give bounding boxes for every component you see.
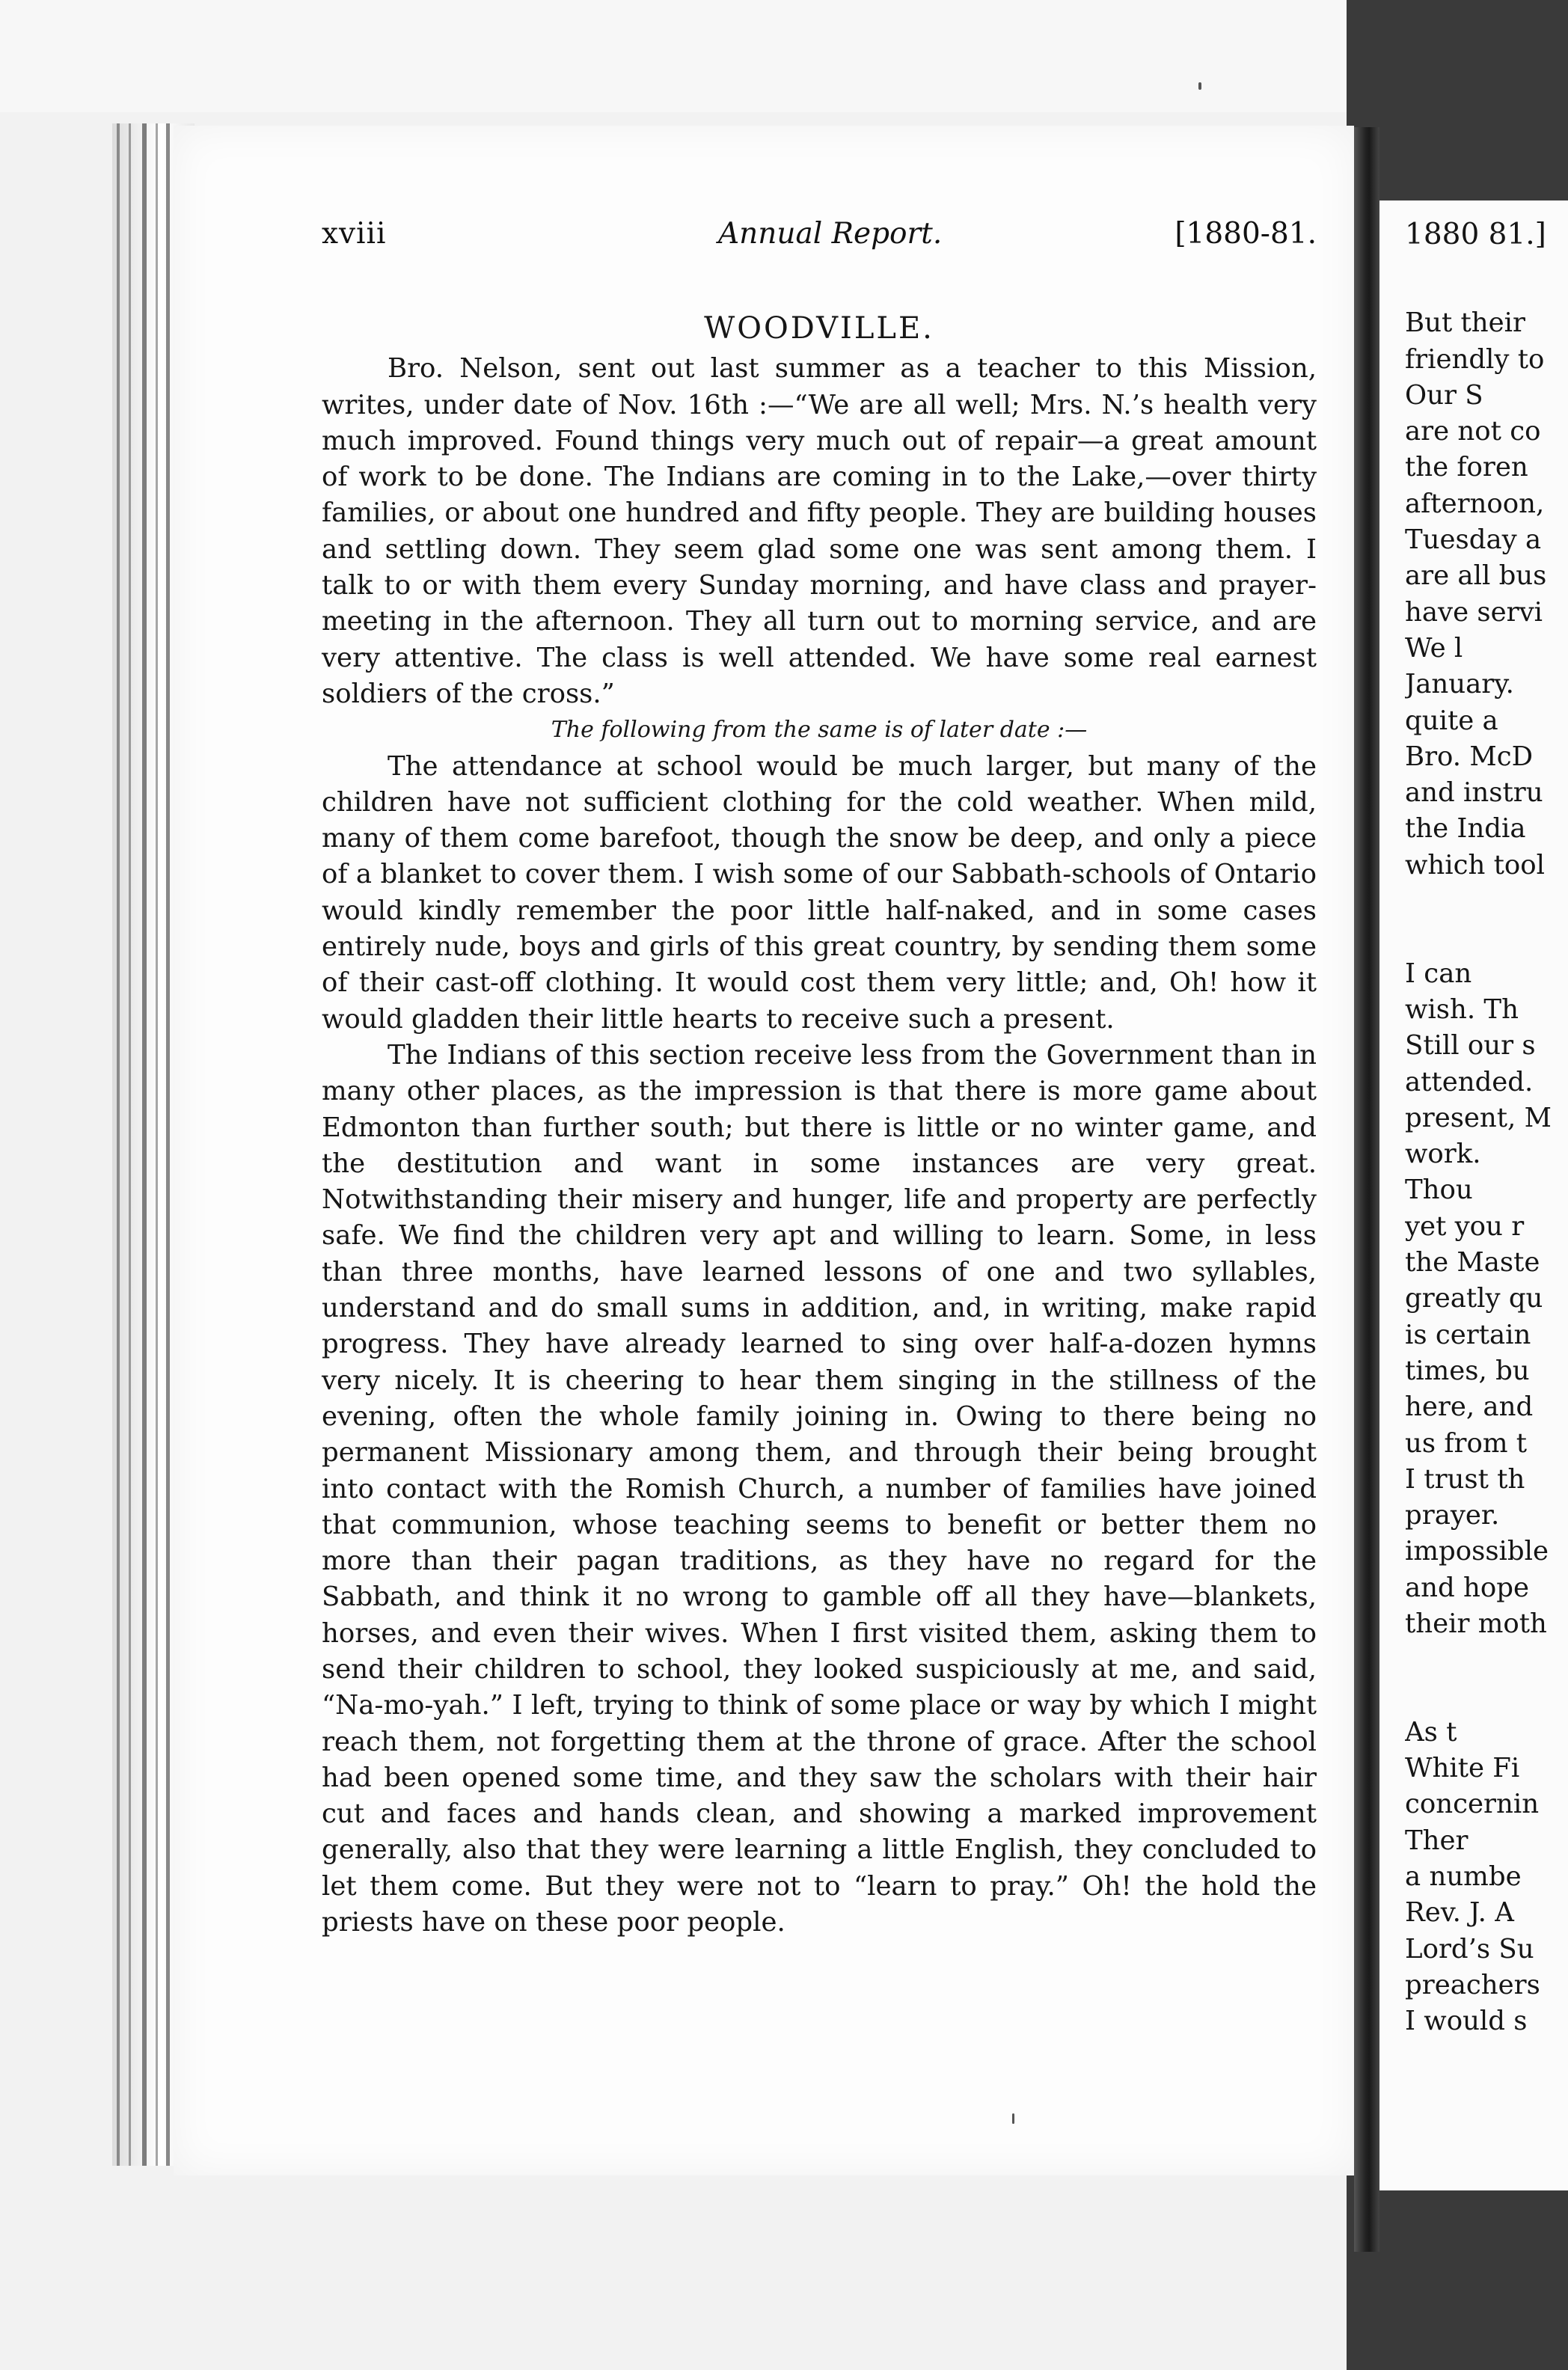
main-text-block [322,310,1317,1941]
page-edge-line [142,123,147,2166]
right-text-line: greatly qu [1405,1283,1543,1314]
subheading: The following from the same is of later date :— [551,717,1088,744]
right-text-line: Bro. McD [1405,741,1534,772]
right-text-line: their moth [1405,1608,1547,1639]
right-text-line: wish. Th [1405,993,1519,1025]
right-text-line: present, M [1405,1102,1552,1133]
right-text-line: are not co [1405,416,1541,447]
right-text-line: yet you r [1405,1210,1525,1242]
scan-speck [1012,2113,1014,2124]
right-text-line: work. [1405,1139,1481,1170]
right-text-line: prayer. [1405,1500,1500,1531]
right-text-line: White Fi [1405,1753,1520,1784]
intro-paragraph: Bro. Nelson, sent out last summer as a teacher to this Mission, writes, under date of Nov. 16th :—“We are all well; Mrs. N.’s health very much improved. Found things very much out of repair—a great amount of work to be done. The Indians are coming in to the Lake,—over thirty families, or about one hundred and fifty people. They are building houses and settling down. They seem glad some one was sent among them. I talk to or with them every Sunday morning, and have class and prayer-meeting in the afternoon. They all turn out to morning service, and are very attentive. The class is well attended. We have some real earnest soldiers of the cross.” [322,353,1317,709]
right-text-line: concernin [1405,1789,1540,1820]
scan-speck [1198,82,1201,90]
right-text-line: which tool [1405,849,1545,881]
right-text-line: But their [1405,307,1525,339]
right-text-line: a numbe [1405,1861,1522,1893]
right-text-line: attended. [1405,1066,1534,1097]
right-text-line: the foren [1405,452,1528,483]
page-edge-line [166,123,170,2166]
book-gutter [1354,127,1379,2252]
right-text-line: preachers [1405,1969,1540,2000]
right-text-line: Lord’s Su [1405,1933,1534,1965]
right-text-line: friendly to [1405,343,1545,375]
right-text-line: I trust th [1405,1463,1525,1495]
right-text-line: Rev. J. A [1405,1897,1514,1929]
right-text-line: I would s [1405,2006,1528,2037]
right-text-line: the India [1405,813,1526,845]
right-text-line: Still our s [1405,1030,1536,1062]
right-text-line: Our S [1405,379,1483,411]
right-running-head: 1880 81.] [1405,218,1546,251]
scan-background-top [0,0,1568,112]
right-text-line: times, bu [1405,1355,1530,1386]
page-number: xviii [322,217,387,251]
right-text-line: quite a [1405,705,1498,736]
right-text-line: afternoon, [1405,488,1545,519]
right-text-line: and hope [1405,1572,1530,1603]
right-text-line: January. [1405,669,1514,700]
page-edge-line [156,123,158,2166]
right-text-block-3 [1405,1715,1568,2040]
paragraph-2: The attendance at school would be much larger, but many of the children have not sufficient clothing for the cold weather. When mild, many of them come barefoot, though the snow be deep, and only a piece of a blanket to cover them. I wish some of our Sabbath-schools of Ontario would kindly remember the poor little half-naked, and in some cases entirely nude, boys and girls of this great country, by sending them some of their cast-off clothing. It would cost them very little; and, Oh! how it would gladden their little hearts to receive such a present. [322,750,1317,1035]
right-text-line: Ther [1405,1825,1469,1856]
running-year: [1880-81. [1175,217,1317,251]
right-text-line: have servi [1405,596,1543,628]
page-edge-line [129,123,131,2166]
right-text-line: are all bus [1405,560,1547,592]
right-text-line: I can [1405,958,1472,989]
section-title: WOODVILLE. [704,311,934,346]
right-text-block-2 [1405,956,1568,1643]
running-title: Annual Report. [718,217,943,251]
right-text-line: Thou [1405,1175,1473,1206]
right-text-block-1 [1405,305,1568,884]
running-head [322,217,1317,262]
page-edge-line [117,123,120,2166]
right-text-line: As t [1405,1716,1457,1748]
right-text-line: and instru [1405,777,1543,809]
right-text-line: us from t [1405,1427,1528,1459]
right-text-line: the Maste [1405,1247,1540,1279]
right-text-line: Tuesday a [1405,524,1542,556]
paragraph-3: The Indians of this section receive less from the Government than in many other places, as the impression is that there is more game about Edmonton than further south; but there is little or no winter game, and the destitution and want in some instances are very great. Notwithstanding their misery and hunger, life and property are perfectly safe. We find the children very apt and willing to learn. Some, in less than three months, have learned lessons of one and two syllables, understand and do small sums in addition, and, in writing, make rapid progress. They have already learned to sing over half-a-dozen hymns very nicely. It is cheering to hear them singing in the stillness of the evening, often the whole family joining in. Owing to there being no permanent Missionary among them, and through their being brought into contact with the Romish Church, a number of families have joined that communion, whose teaching seems to benefit or better them no more than their pagan traditions, as they have no regard for the Sabbath, and think it no wrong to gamble off all they have—blankets, horses, and even their wives. When I first visited them, asking them to send their children to school, they looked suspiciously at me, and said, “Na-mo-yah.” I left, trying to think of some place or way by which I might reach them, not forgetting them at the throne of grace. After the school had been opened some time, and they saw the scholars with their hair cut and faces and hands clean, and showing a marked improvement generally, also that they were learning a little English, they concluded to let them come. But they were not to “learn to pray.” Oh! the hold the priests have on these poor people. [322,1039,1317,1938]
right-text-line: here, and [1405,1391,1534,1423]
right-text-line: We l [1405,632,1463,664]
right-page-text [1405,217,1568,2040]
right-text-line: impossible [1405,1536,1549,1567]
right-text-line: is certain [1405,1319,1531,1350]
